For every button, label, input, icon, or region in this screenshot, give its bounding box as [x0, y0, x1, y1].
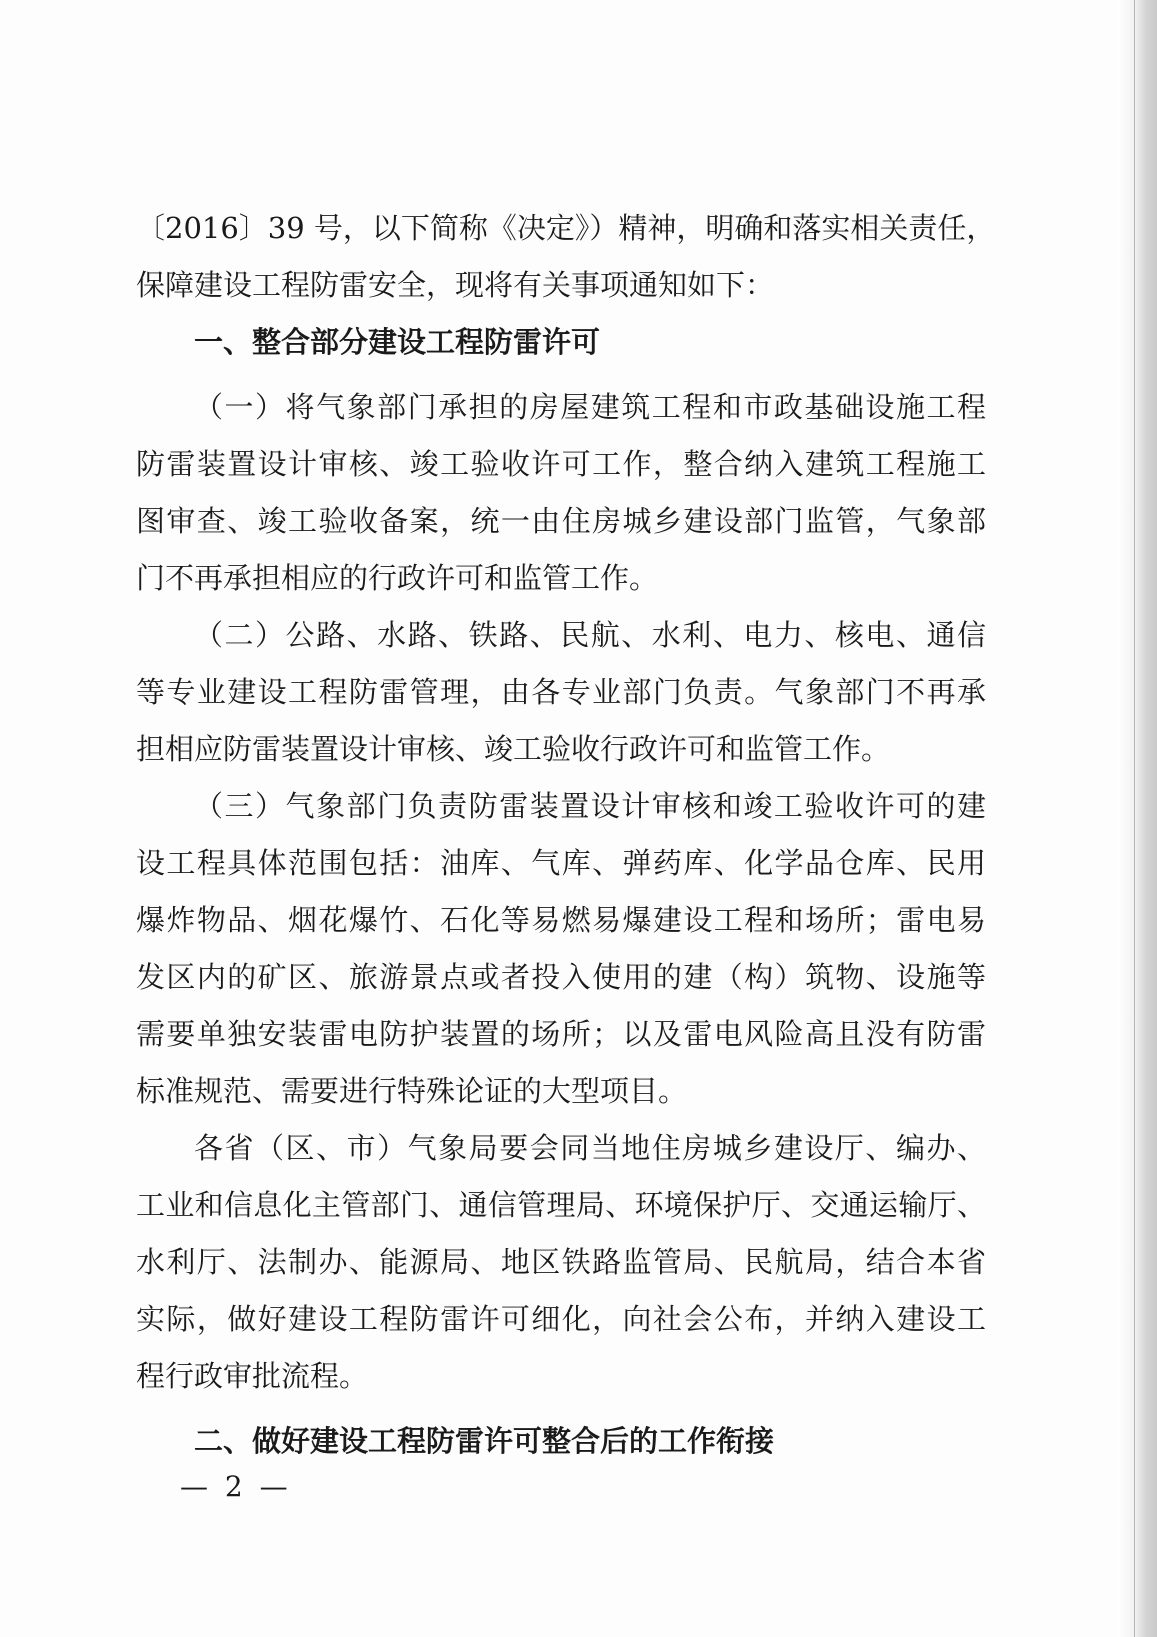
scan-edge-line — [1134, 0, 1135, 1637]
paragraph-line: 需要单独安装雷电防护装置的场所；以及雷电风险高且没有防雷 — [136, 1017, 986, 1051]
paragraph-line: 图审查、竣工验收备案，统一由住房城乡建设部门监管，气象部 — [136, 504, 986, 538]
paragraph-line: 保障建设工程防雷安全，现将有关事项通知如下： — [136, 268, 775, 302]
section-heading: 二、做好建设工程防雷许可整合后的工作衔接 — [194, 1424, 775, 1458]
paragraph-line: 防雷装置设计审核、竣工验收许可工作，整合纳入建筑工程施工 — [136, 447, 986, 481]
paragraph-line: 发区内的矿区、旅游景点或者投入使用的建（构）筑物、设施等 — [136, 960, 986, 994]
paragraph-line: 标准规范、需要进行特殊论证的大型项目。 — [136, 1074, 688, 1108]
section-heading: 一、整合部分建设工程防雷许可 — [194, 325, 601, 359]
paragraph-line: 设工程具体范围包括：油库、气库、弹药库、化学品仓库、民用 — [136, 846, 986, 880]
paragraph-line: 程行政审批流程。 — [136, 1359, 369, 1393]
paragraph-line: 实际，做好建设工程防雷许可细化，向社会公布，并纳入建设工 — [136, 1302, 986, 1336]
paragraph-line: 水利厅、法制办、能源局、地区铁路监管局、民航局，结合本省 — [136, 1245, 986, 1279]
paragraph-line: （二）公路、水路、铁路、民航、水利、电力、核电、通信 — [194, 618, 986, 652]
paragraph-line: 担相应防雷装置设计审核、竣工验收行政许可和监管工作。 — [136, 732, 891, 766]
document-body — [136, 200, 996, 1470]
paragraph-line: 工业和信息化主管部门、通信管理局、环境保护厅、交通运输厅、 — [136, 1188, 986, 1222]
page-number: — 2 — — [180, 1470, 292, 1503]
paragraph-line: 各省（区、市）气象局要会同当地住房城乡建设厅、编办、 — [194, 1131, 986, 1165]
paragraph-line: 门不再承担相应的行政许可和监管工作。 — [136, 561, 659, 595]
paragraph-line: （一）将气象部门承担的房屋建筑工程和市政基础设施工程 — [194, 390, 986, 424]
paragraph-line: 爆炸物品、烟花爆竹、石化等易燃易爆建设工程和场所；雷电易 — [136, 903, 986, 937]
paragraph-line: 〔2016〕39 号，以下简称《决定》）精神，明确和落实相关责任， — [136, 211, 996, 245]
paragraph-line: 等专业建设工程防雷管理，由各专业部门负责。气象部门不再承 — [136, 675, 986, 709]
scan-edge-shadow — [1117, 0, 1157, 1637]
paragraph-line: （三）气象部门负责防雷装置设计审核和竣工验收许可的建 — [194, 789, 986, 823]
